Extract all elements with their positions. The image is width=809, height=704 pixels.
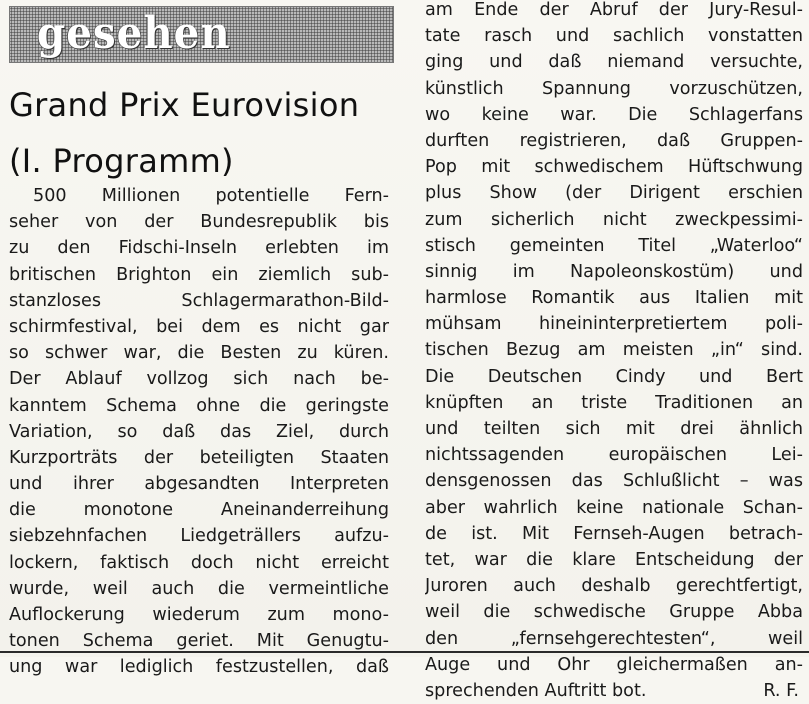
body-line: wurde, weil auch die vermeintliche [9, 578, 389, 599]
body-line: schirmfestival, bei dem es nicht gar [9, 316, 389, 337]
body-line: stisch gemeinten Titel „Waterloo“ [425, 235, 803, 256]
article-title-line-2: (I. Programm) [9, 142, 234, 180]
body-line: stanzloses Schlagermarathon-Bild- [9, 290, 389, 311]
body-line: ging und daß niemand versuchte, [425, 52, 803, 73]
body-line: lockern, faktisch doch nicht erreicht [9, 552, 389, 573]
body-line: densgenossen das Schlußlicht – was [425, 471, 803, 492]
closing-text: sprechenden Auftritt bot. [425, 680, 647, 701]
closing-line [425, 678, 803, 704]
body-line: nichtssagenden europäischen Lei- [425, 445, 803, 466]
section-kicker-banner [9, 6, 394, 63]
body-line: kanntem Schema ohne die geringste [9, 395, 389, 416]
body-line: Die Deutschen Cindy und Bert [425, 366, 803, 387]
body-line: Kurzporträts der beteiligten Staaten [9, 447, 389, 468]
body-line: Variation, so daß das Ziel, durch [9, 421, 389, 442]
body-line: sinnig im Napoleonskostüm) und [425, 261, 803, 282]
bottom-divider [0, 651, 809, 653]
body-line: wo keine war. Die Schlagerfans [425, 104, 803, 125]
body-line: durften registrieren, daß Gruppen- [425, 130, 803, 151]
body-line: die monotone Aneinanderreihung [9, 500, 389, 521]
body-line: am Ende der Abruf der Jury-Resul- [425, 0, 803, 20]
body-line: zum sicherlich nicht zweckpessimi- [425, 209, 803, 230]
body-line: knüpften an triste Traditionen an [425, 392, 803, 413]
body-line: Pop mit schwedischem Hüftschwung [425, 157, 803, 178]
body-line: Auflockerung wiederum zum mono- [9, 605, 389, 625]
body-line: und ihrer abgesandten Interpreten [9, 474, 389, 495]
article-body-right-column [425, 0, 803, 704]
article-body-left-column [9, 183, 389, 681]
body-line: Der Ablauf vollzog sich nach be- [9, 369, 389, 390]
body-line: mühsam hineininterpretiertem poli- [425, 314, 803, 335]
body-line: und teilten sich mit drei ähnlich [425, 419, 803, 439]
body-line: tet, war die klare Entscheidung der [425, 549, 803, 570]
body-line: Auge und Ohr gleichermaßen an- [425, 654, 803, 675]
body-line: den „fernsehgerechtesten“, weil [425, 628, 803, 649]
body-line: weil die schwedische Gruppe Abba [425, 602, 803, 623]
body-line: künstlich Spannung vorzuschützen, [425, 78, 803, 99]
body-line: so schwer war, die Besten zu küren. [9, 343, 389, 364]
body-line: tonen Schema geriet. Mit Genugtu- [9, 631, 389, 652]
author-signature: R. F. [763, 680, 799, 701]
body-line: britischen Brighton ein ziemlich sub- [9, 264, 389, 285]
body-line: de ist. Mit Fernseh-Augen betrach- [425, 523, 803, 544]
body-line: Juroren auch deshalb gerechtfertigt, [425, 576, 803, 597]
body-line: seher von der Bundesrepublik bis [9, 212, 389, 233]
body-line: aber wahrlich keine nationale Schan- [425, 497, 803, 518]
body-line: 500 Millionen potentielle Fern- [33, 186, 389, 206]
body-line: zu den Fidschi-Inseln erlebten im [9, 238, 389, 259]
article-title-line-1: Grand Prix Eurovision [9, 86, 360, 124]
body-line: tate rasch und sachlich vonstatten [425, 26, 803, 47]
body-line: plus Show (der Dirigent erschien [425, 183, 803, 204]
body-line: tischen Bezug am meisten „in“ sind. [425, 340, 803, 361]
body-line: harmlose Romantik aus Italien mit [425, 288, 803, 309]
body-line: ung war lediglich festzustellen, daß [9, 657, 389, 678]
section-kicker-label: gesehen [37, 8, 231, 59]
body-line: siebzehnfachen Liedgeträllers aufzu- [9, 526, 389, 547]
